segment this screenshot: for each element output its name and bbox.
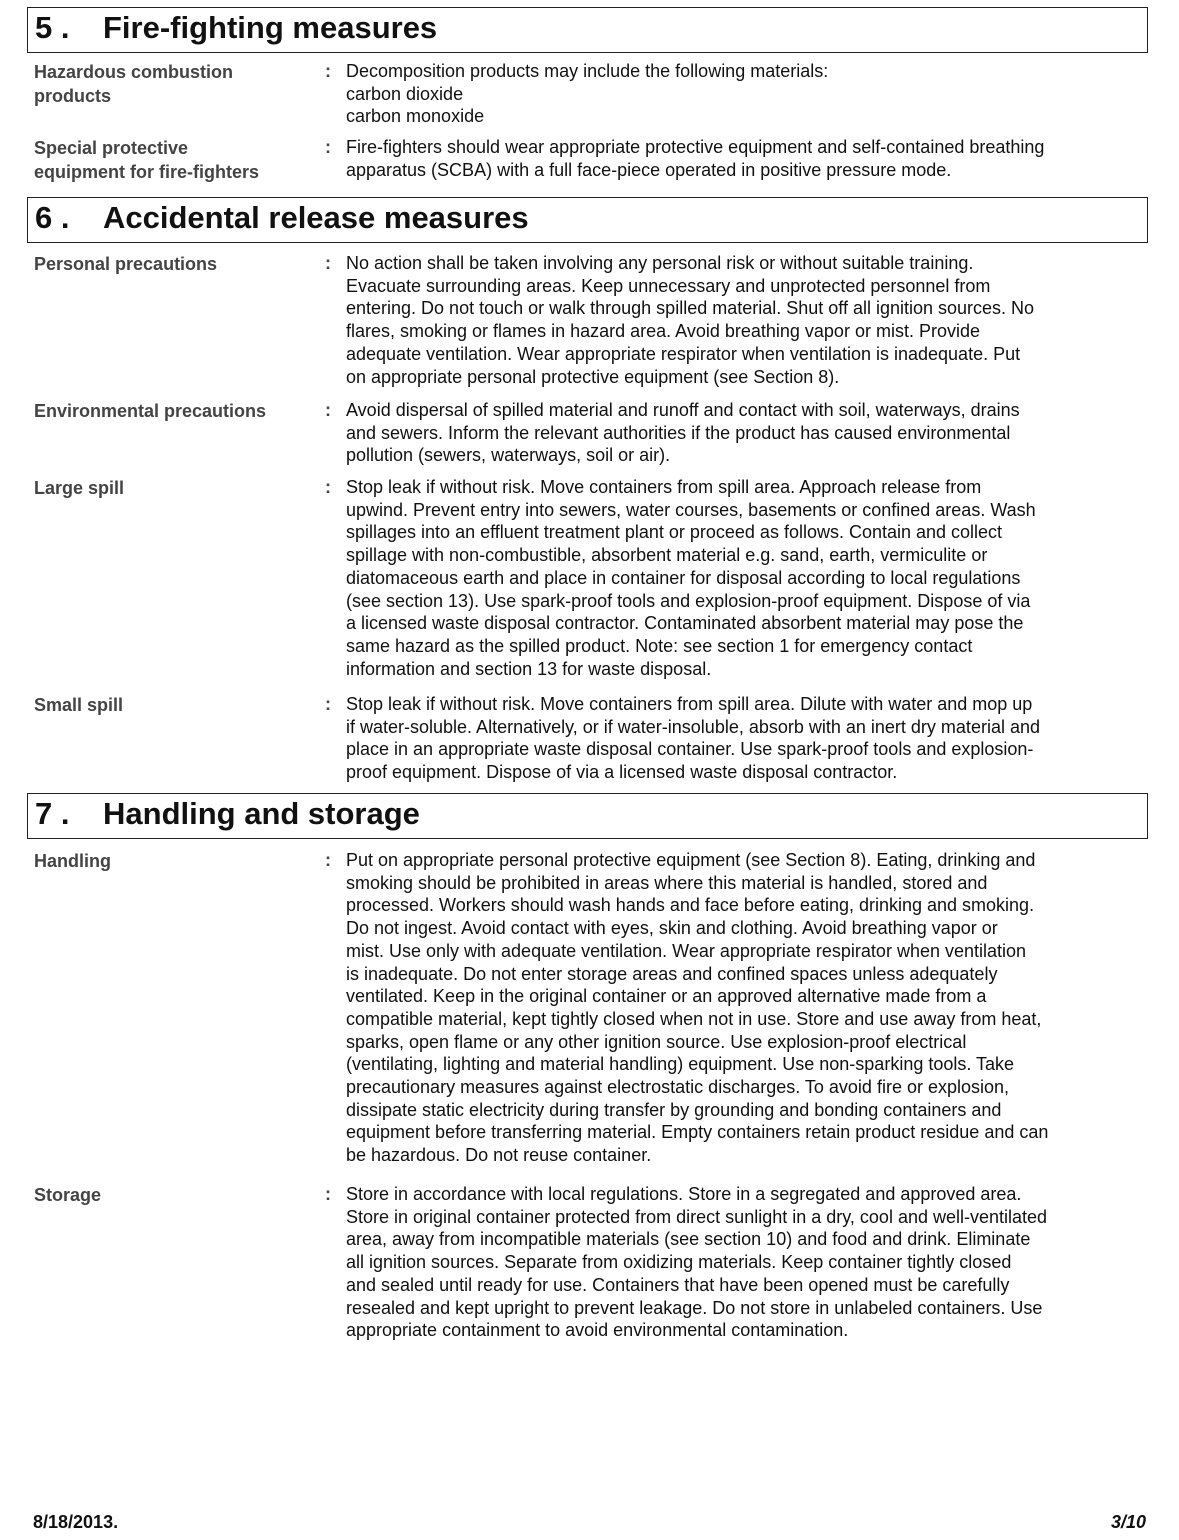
field-value-line: sparks, open flame or any other ignition source. Use explosion-proof electrical [346, 1031, 967, 1052]
field-value-line: information and section 13 for waste disposal. [346, 658, 712, 679]
section-title [35, 796, 420, 832]
field-value-line: Put on appropriate personal protective equipment (see Section 8). Eating, drinking and [346, 850, 1036, 870]
field-value-line: all ignition sources. Separate from oxidizing materials. Keep container tightly closed [346, 1252, 1012, 1273]
field-value-line: mist. Use only with adequate ventilation. Wear appropriate respirator when ventilation [346, 940, 1027, 961]
field-value-line: appropriate containment to avoid environmental contamination. [346, 1320, 849, 1341]
field-label-line: Special protective [34, 138, 189, 158]
field-value-line: precautionary measures against electrostatic discharges. To avoid fire or explosion, [346, 1077, 1010, 1098]
field-value-line: carbon dioxide [346, 83, 464, 104]
field-value-line: Avoid dispersal of spilled material and runoff and contact with soil, waterways, drains [346, 400, 1020, 420]
field-separator: : [325, 137, 331, 157]
field-value [346, 60, 828, 128]
field-label [34, 252, 314, 276]
field-label [34, 399, 314, 423]
field-value-line: on appropriate personal protective equipment (see Section 8). [346, 366, 840, 387]
field-value-line: Stop leak if without risk. Move containers from spill area. Dilute with water and mop up [346, 694, 1033, 714]
field-value-line: adequate ventilation. Wear appropriate respirator when ventilation is inadequate. Put [346, 343, 1021, 364]
field-value-line: No action shall be taken involving any personal risk or without suitable training. [346, 253, 974, 273]
field-value-line: Fire-fighters should wear appropriate protective equipment and self-contained breathing [346, 137, 1045, 157]
field-label-line: Personal precautions [34, 254, 218, 274]
footer-page-number: 3/10 [1110, 1512, 1146, 1532]
field-label [34, 693, 314, 717]
field-separator: : [325, 850, 331, 870]
field-value-line: pollution (sewers, waterways, soil or air). [346, 445, 671, 466]
field-label [34, 136, 314, 184]
field-value-line: Store in original container protected from direct sunlight in a dry, cool and well-ventilated [346, 1206, 1048, 1227]
section-number: 7 . [35, 796, 70, 831]
field-value-line: Do not ingest. Avoid contact with eyes, skin and clothing. Avoid breathing vapor or [346, 918, 998, 939]
field-value [346, 136, 1044, 181]
field-value-line: spillages into an effluent treatment plant or proceed as follows. Contain and collect [346, 522, 1003, 543]
field-value-line: spillage with non-combustible, absorbent material e.g. sand, earth, vermiculite or [346, 545, 988, 566]
section-header [27, 793, 1148, 839]
section-title [35, 200, 529, 236]
field-value-line: diatomaceous earth and place in container for disposal according to local regulations [346, 567, 1021, 588]
section-title-text: Fire-fighting measures [103, 10, 438, 45]
field-value [346, 252, 1034, 388]
section-number: 5 . [35, 10, 70, 45]
field-label [34, 60, 314, 108]
section-header [27, 7, 1148, 53]
field-value [346, 1183, 1047, 1342]
field-value-line: is inadequate. Do not enter storage areas and confined spaces unless adequately [346, 963, 998, 984]
field-value-line: equipment before transferring material. Empty containers retain product residue and can [346, 1122, 1049, 1143]
field-value-line: same hazard as the spilled product. Note: see section 1 for emergency contact [346, 635, 973, 656]
field-value-line: Decomposition products may include the following materials: [346, 61, 829, 81]
field-label-line: Hazardous combustion [34, 62, 234, 82]
field-value-line: carbon monoxide [346, 106, 485, 127]
field-value-line: apparatus (SCBA) with a full face-piece operated in positive pressure mode. [346, 159, 952, 180]
field-value-line: proof equipment. Dispose of via a licensed waste disposal contractor. [346, 762, 898, 783]
field-label [34, 849, 314, 873]
field-value-line: and sewers. Inform the relevant authorities if the product has caused environmental [346, 422, 1011, 443]
field-separator: : [325, 61, 331, 81]
field-value-line: area, away from incompatible materials (see section 10) and food and drink. Eliminate [346, 1229, 1031, 1250]
field-value [346, 693, 1040, 784]
field-separator: : [325, 694, 331, 714]
field-value-line: place in an appropriate waste disposal container. Use spark-proof tools and explosion- [346, 739, 1034, 760]
field-label-line: products [34, 86, 112, 106]
field-value-line: ventilated. Keep in the original container or an approved alternative made from a [346, 986, 987, 1007]
field-value-line: and sealed until ready for use. Containers that have been opened must be carefully [346, 1274, 1010, 1295]
field-value-line: compatible material, kept tightly closed when not in use. Store and use away from heat, [346, 1008, 1042, 1029]
field-value-line: Stop leak if without risk. Move containers from spill area. Approach release from [346, 477, 982, 497]
field-separator: : [325, 400, 331, 420]
field-separator: : [325, 477, 331, 497]
field-value-line: processed. Workers should wash hands and face before eating, drinking and smoking. [346, 895, 1035, 916]
field-label-line: equipment for fire-fighters [34, 162, 260, 182]
field-value-line: (see section 13). Use spark-proof tools and explosion-proof equipment. Dispose of via [346, 590, 1031, 611]
section-header [27, 197, 1148, 243]
field-value-line: Evacuate surrounding areas. Keep unnecessary and unprotected personnel from [346, 275, 991, 296]
field-value-line: dissipate static electricity during transfer by grounding and bonding containers and [346, 1099, 1002, 1120]
field-value-line: smoking should be prohibited in areas where this material is handled, stored and [346, 872, 988, 893]
field-label-line: Small spill [34, 695, 124, 715]
field-value-line: if water-soluble. Alternatively, or if water-insoluble, absorb with an inert dry material and [346, 716, 1040, 737]
field-label-line: Handling [34, 851, 111, 871]
field-value-line: Store in accordance with local regulations. Store in a segregated and approved area. [346, 1184, 1022, 1204]
section-title-text: Accidental release measures [103, 200, 529, 235]
field-label [34, 1183, 314, 1207]
field-label-line: Environmental precautions [34, 401, 267, 421]
field-value-line: upwind. Prevent entry into sewers, water courses, basements or confined areas. Wash [346, 499, 1036, 520]
field-value-line: be hazardous. Do not reuse container. [346, 1145, 652, 1166]
field-label [34, 476, 314, 500]
field-value [346, 849, 1048, 1167]
footer-date: 8/18/2013. [33, 1512, 119, 1532]
field-label-line: Large spill [34, 478, 125, 498]
field-value [346, 399, 1020, 467]
field-separator: : [325, 1184, 331, 1204]
field-value-line: (ventilating, lighting and material handling) equipment. Use non-sparking tools. Take [346, 1054, 1015, 1075]
section-number: 6 . [35, 200, 70, 235]
field-value [346, 476, 1036, 680]
field-value-line: flares, smoking or flames in hazard area. Avoid breathing vapor or mist. Provide [346, 321, 980, 342]
field-value-line: a licensed waste disposal contractor. Contaminated absorbent material may pose the [346, 613, 1024, 634]
field-value-line: resealed and kept upright to prevent leakage. Do not store in unlabeled containers. Use [346, 1297, 1043, 1318]
field-separator: : [325, 253, 331, 273]
field-value-line: entering. Do not touch or walk through spilled material. Shut off all ignition sources. No [346, 298, 1035, 319]
section-title [35, 10, 437, 46]
field-label-line: Storage [34, 1185, 102, 1205]
section-title-text: Handling and storage [103, 796, 420, 831]
